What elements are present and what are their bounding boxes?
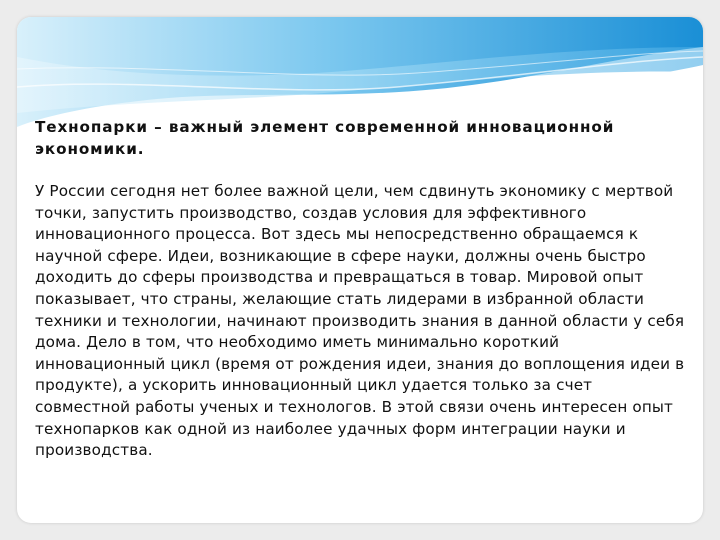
slide-title: Технопарки – важный элемент современной инновационной экономики. <box>35 118 615 158</box>
slide-body-text: У России сегодня нет более важной цели, чем сдвинуть экономику с мертвой точки, запустить производство, создав условия для эффективного инновационного процесса. Вот здесь мы непосредственно обращаемся к научной сфере. Идеи, возникающие в сфере науки, должны очень быстро доходить до сферы производства и превращаться в товар. Мировой опыт показывает, что страны, желающие стать лидерами в избранной области техники и технологии, начинают производить знания в данной области у себя дома. Дело в том, что необходимо иметь минимально короткий инновационный цикл (время от рождения идеи, знания до воплощения идеи в продукте), а ускорить инновационный цикл удается только за счет совместной работы ученых и технологов. В этой связи очень интересен опыт технопарков как одной из наиболее удачных форм интеграции науки и производства. <box>35 182 685 460</box>
slide <box>17 17 703 523</box>
slide-content <box>35 117 685 462</box>
wave-banner <box>17 17 703 127</box>
